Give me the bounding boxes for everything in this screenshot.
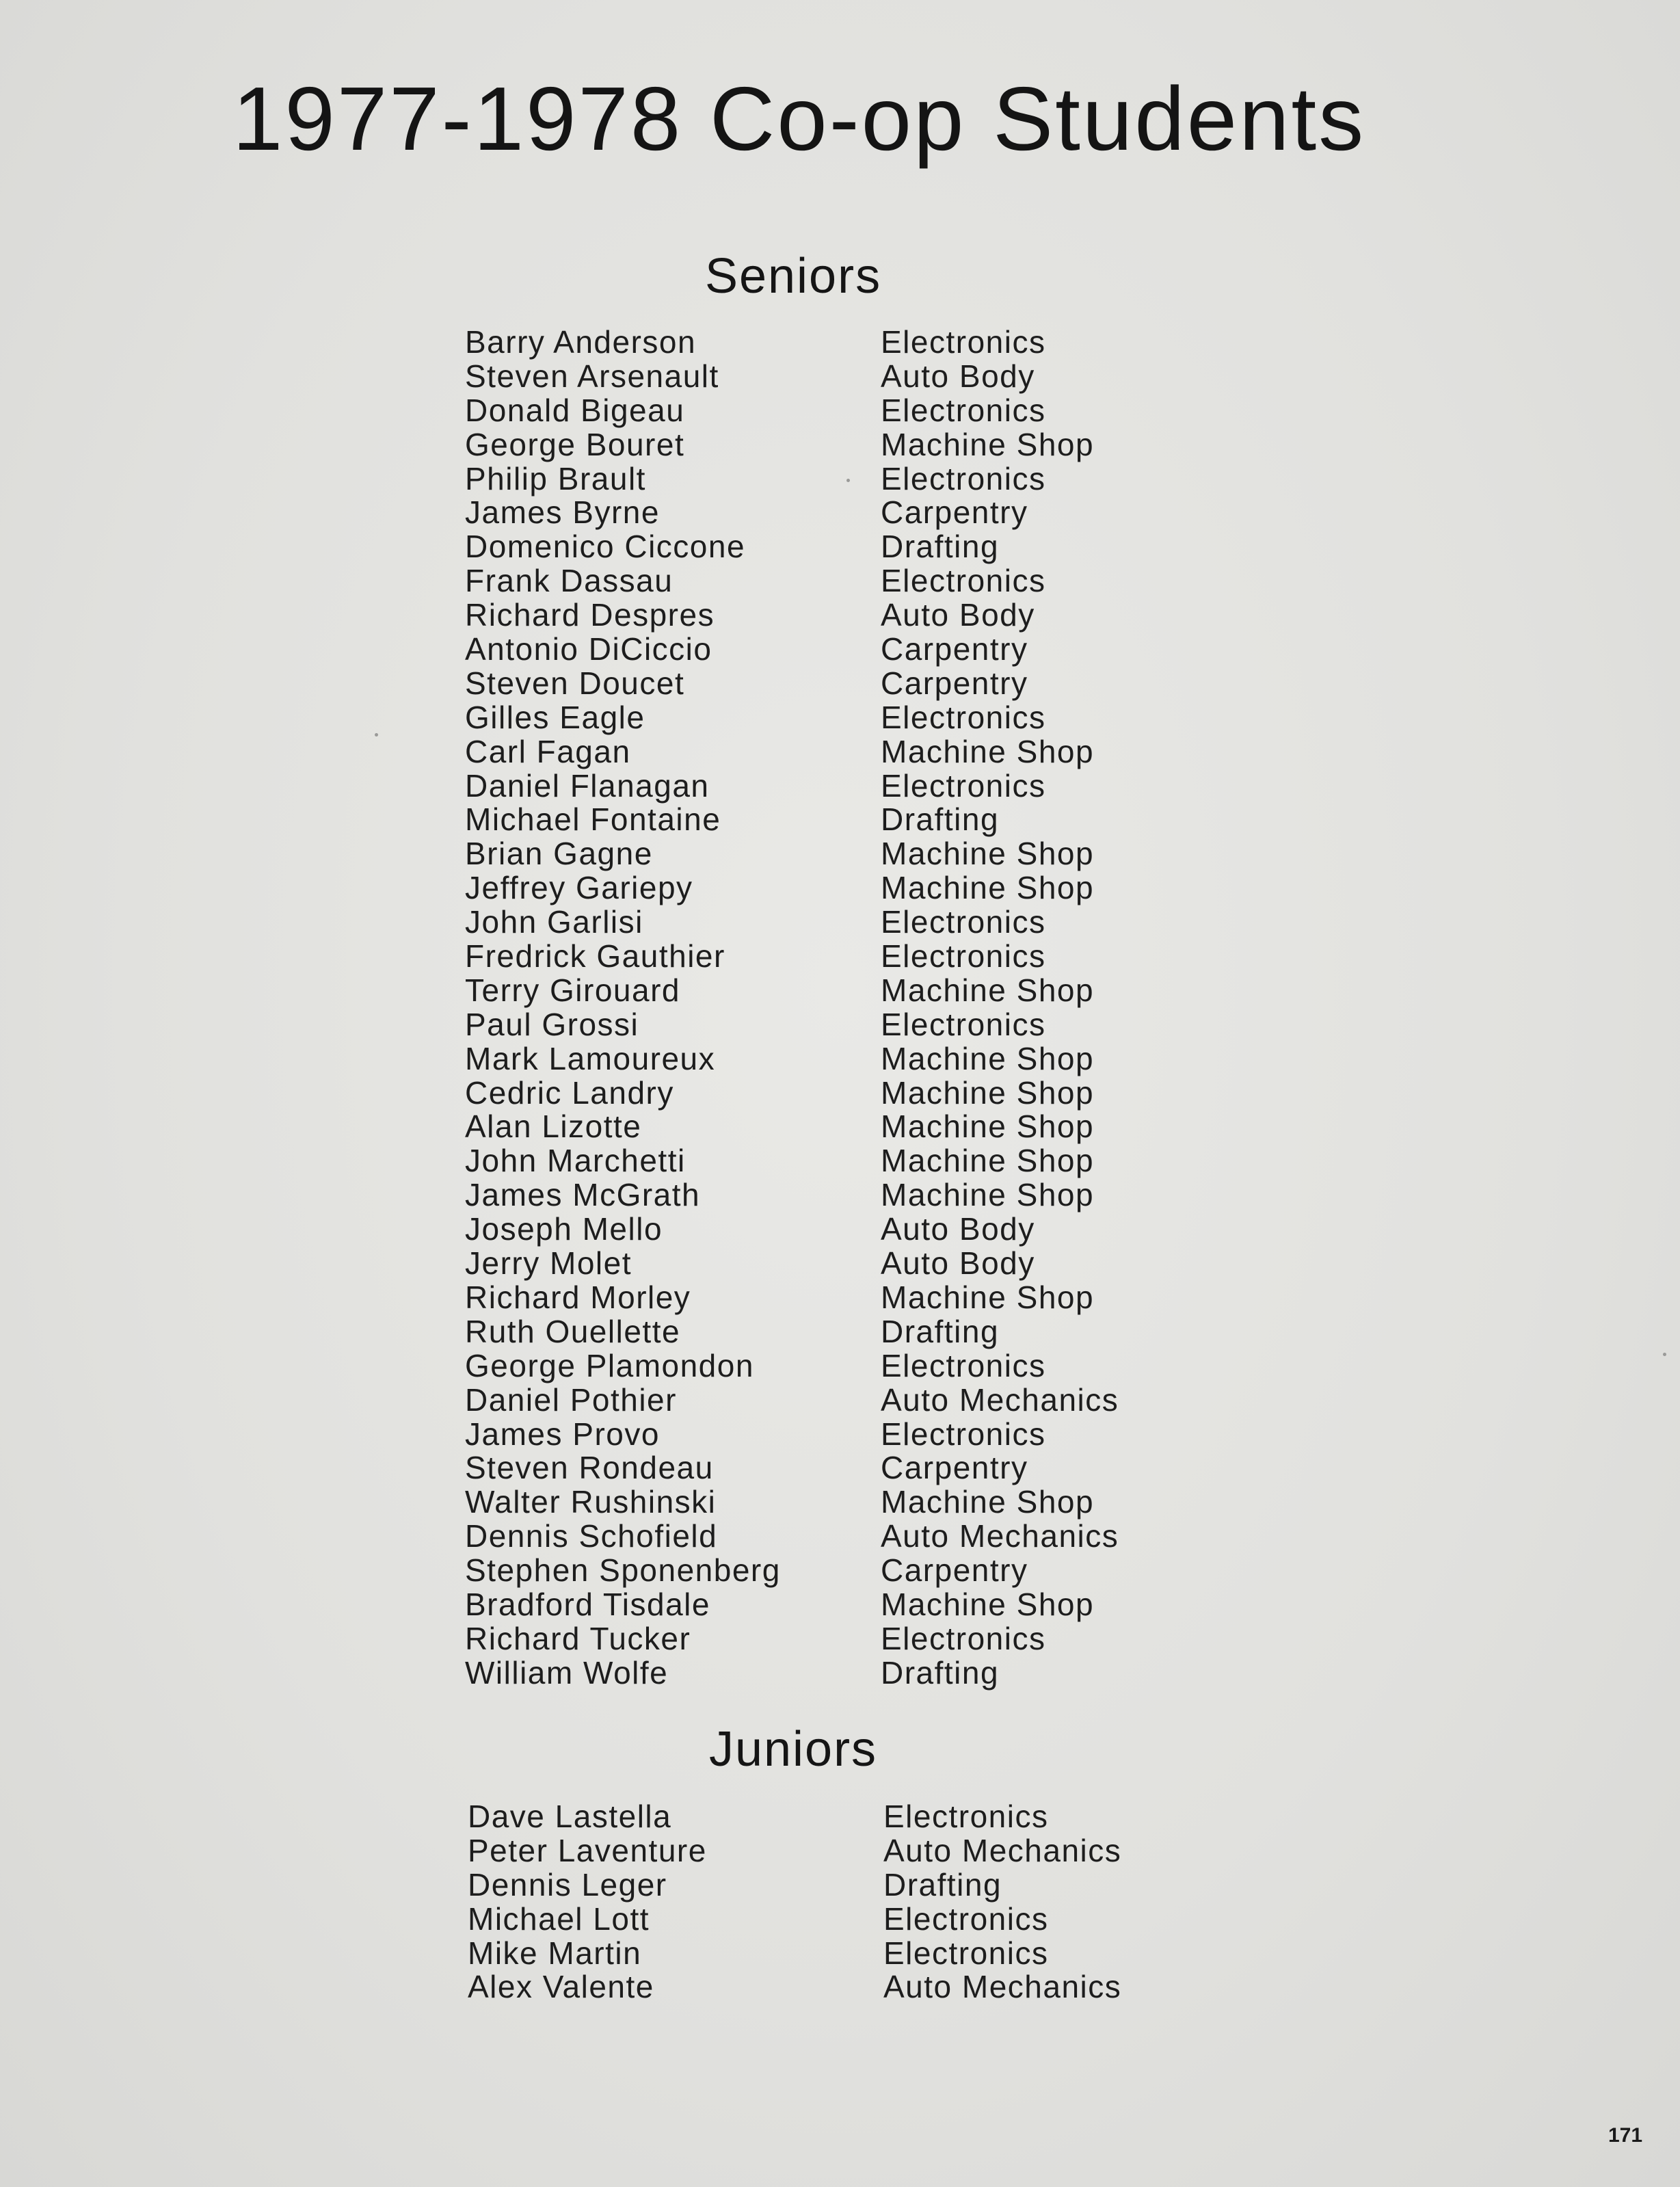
student-name: Daniel Flanagan bbox=[465, 767, 710, 804]
student-row bbox=[465, 1178, 1217, 1212]
student-row bbox=[465, 326, 1217, 360]
student-row bbox=[465, 1212, 1217, 1247]
student-shop: Electronics bbox=[881, 1347, 1046, 1383]
student-shop: Drafting bbox=[881, 801, 1000, 838]
student-row bbox=[465, 496, 1217, 530]
student-shop: Electronics bbox=[883, 1935, 1049, 1971]
student-row bbox=[465, 905, 1217, 940]
student-name: John Garlisi bbox=[465, 904, 643, 940]
student-name: Jeffrey Gariepy bbox=[465, 870, 693, 906]
student-name: Richard Despres bbox=[465, 597, 715, 633]
student-row bbox=[465, 462, 1217, 496]
student-row bbox=[465, 1315, 1217, 1349]
student-row bbox=[465, 1281, 1217, 1315]
student-row bbox=[465, 1076, 1217, 1111]
student-shop: Machine Shop bbox=[881, 1143, 1095, 1179]
student-name: Bradford Tisdale bbox=[465, 1586, 710, 1622]
student-row bbox=[465, 1656, 1217, 1691]
student-row bbox=[465, 1485, 1217, 1520]
student-row bbox=[465, 1554, 1217, 1588]
student-name: James Byrne bbox=[465, 494, 660, 531]
student-shop: Electronics bbox=[881, 392, 1046, 428]
student-name: Steven Doucet bbox=[465, 665, 685, 701]
student-row bbox=[465, 1349, 1217, 1383]
student-name: Domenico Ciccone bbox=[465, 529, 746, 565]
seniors-heading: Seniors bbox=[704, 249, 882, 304]
student-row bbox=[465, 701, 1217, 735]
student-shop: Carpentry bbox=[881, 631, 1028, 667]
student-row bbox=[465, 1588, 1217, 1622]
student-row bbox=[465, 769, 1217, 804]
student-row bbox=[465, 974, 1217, 1008]
student-shop: Machine Shop bbox=[881, 1484, 1095, 1520]
student-row bbox=[465, 598, 1217, 633]
student-shop: Auto Mechanics bbox=[883, 1832, 1122, 1868]
seniors-list bbox=[465, 326, 1217, 1691]
student-name: Daniel Pothier bbox=[465, 1381, 677, 1418]
student-shop: Electronics bbox=[883, 1900, 1049, 1937]
student-name: Ruth Ouellette bbox=[465, 1313, 681, 1349]
student-name: Brian Gagne bbox=[465, 836, 653, 872]
student-shop: Machine Shop bbox=[881, 426, 1095, 462]
student-name: Stephen Sponenberg bbox=[465, 1552, 781, 1589]
student-shop: Carpentry bbox=[881, 665, 1028, 701]
student-shop: Machine Shop bbox=[881, 1074, 1095, 1111]
student-shop: Machine Shop bbox=[881, 1586, 1095, 1622]
student-row bbox=[468, 1970, 1220, 2004]
page-title: 1977-1978 Co-op Students bbox=[232, 68, 1366, 169]
student-shop: Carpentry bbox=[881, 494, 1028, 531]
student-shop: Drafting bbox=[881, 529, 1000, 565]
student-name: Terry Girouard bbox=[465, 972, 680, 1008]
student-row bbox=[465, 837, 1217, 871]
student-name: Barry Anderson bbox=[465, 324, 697, 360]
student-shop: Machine Shop bbox=[881, 1040, 1095, 1076]
student-shop: Drafting bbox=[883, 1866, 1002, 1903]
juniors-list bbox=[468, 1800, 1220, 2004]
student-row bbox=[465, 428, 1217, 462]
student-row bbox=[465, 564, 1217, 598]
paper-speck bbox=[1663, 1353, 1666, 1356]
student-shop: Auto Body bbox=[881, 358, 1035, 394]
student-name: Dennis Schofield bbox=[465, 1518, 718, 1554]
student-shop: Auto Mechanics bbox=[881, 1518, 1119, 1554]
student-row bbox=[465, 803, 1217, 837]
student-name: Michael Lott bbox=[468, 1900, 650, 1937]
student-shop: Machine Shop bbox=[881, 870, 1095, 906]
student-name: Antonio DiCiccio bbox=[465, 631, 712, 667]
student-shop: Carpentry bbox=[881, 1450, 1028, 1486]
student-name: James McGrath bbox=[465, 1177, 701, 1213]
student-shop: Machine Shop bbox=[881, 972, 1095, 1008]
student-shop: Drafting bbox=[881, 1654, 1000, 1691]
student-name: George Plamondon bbox=[465, 1347, 754, 1383]
student-name: Philip Brault bbox=[465, 460, 646, 496]
student-row bbox=[465, 1008, 1217, 1042]
student-shop: Electronics bbox=[881, 767, 1046, 804]
student-row bbox=[468, 1900, 1220, 1937]
student-name: Peter Laventure bbox=[468, 1832, 707, 1868]
student-name: Dave Lastella bbox=[468, 1799, 672, 1834]
student-name: John Marchetti bbox=[465, 1143, 686, 1179]
student-row bbox=[468, 1937, 1220, 1971]
student-row bbox=[465, 1418, 1217, 1452]
student-name: Carl Fagan bbox=[465, 733, 631, 769]
student-row bbox=[468, 1834, 1220, 1868]
juniors-heading: Juniors bbox=[708, 1722, 878, 1777]
student-name: Paul Grossi bbox=[465, 1006, 639, 1042]
student-shop: Machine Shop bbox=[881, 733, 1095, 769]
student-shop: Electronics bbox=[881, 563, 1046, 599]
student-name: Alan Lizotte bbox=[465, 1109, 642, 1145]
student-name: James Provo bbox=[465, 1416, 660, 1452]
student-row bbox=[465, 735, 1217, 769]
student-name: William Wolfe bbox=[465, 1654, 669, 1691]
student-shop: Electronics bbox=[881, 460, 1046, 496]
student-name: Donald Bigeau bbox=[465, 392, 685, 428]
student-shop: Electronics bbox=[881, 324, 1046, 360]
student-name: Alex Valente bbox=[468, 1969, 654, 2005]
student-shop: Auto Body bbox=[881, 1245, 1035, 1282]
student-name: Cedric Landry bbox=[465, 1074, 674, 1111]
student-shop: Machine Shop bbox=[881, 1279, 1095, 1315]
student-shop: Machine Shop bbox=[881, 836, 1095, 872]
student-name: Dennis Leger bbox=[468, 1866, 667, 1903]
student-name: Walter Rushinski bbox=[465, 1484, 717, 1520]
paper-speck bbox=[375, 733, 378, 737]
student-shop: Electronics bbox=[881, 938, 1046, 975]
student-name: Joseph Mello bbox=[465, 1211, 663, 1247]
student-shop: Auto Body bbox=[881, 597, 1035, 633]
paper-speck bbox=[846, 479, 850, 482]
student-shop: Drafting bbox=[881, 1313, 1000, 1349]
student-name: Richard Morley bbox=[465, 1279, 691, 1315]
student-shop: Machine Shop bbox=[881, 1177, 1095, 1213]
student-row bbox=[465, 940, 1217, 974]
student-shop: Electronics bbox=[881, 1416, 1046, 1452]
student-name: George Bouret bbox=[465, 426, 685, 462]
student-row bbox=[465, 871, 1217, 905]
student-name: Gilles Eagle bbox=[465, 699, 645, 735]
student-row bbox=[465, 1383, 1217, 1418]
student-row bbox=[465, 1520, 1217, 1554]
student-name: Steven Arsenault bbox=[465, 358, 719, 394]
student-row bbox=[468, 1868, 1220, 1903]
student-row bbox=[465, 1247, 1217, 1281]
student-shop: Electronics bbox=[881, 1006, 1046, 1042]
student-name: Mike Martin bbox=[468, 1935, 642, 1971]
student-row bbox=[465, 667, 1217, 701]
student-shop: Electronics bbox=[883, 1799, 1049, 1834]
student-shop: Carpentry bbox=[881, 1552, 1028, 1589]
student-name: Jerry Molet bbox=[465, 1245, 632, 1282]
student-name: Steven Rondeau bbox=[465, 1450, 714, 1486]
student-name: Mark Lamoureux bbox=[465, 1040, 716, 1076]
student-row bbox=[465, 633, 1217, 667]
student-name: Richard Tucker bbox=[465, 1620, 691, 1656]
student-row bbox=[465, 1622, 1217, 1656]
student-shop: Electronics bbox=[881, 1620, 1046, 1656]
student-shop: Auto Body bbox=[881, 1211, 1035, 1247]
student-row bbox=[465, 1042, 1217, 1076]
student-shop: Auto Mechanics bbox=[883, 1969, 1122, 2005]
student-row bbox=[465, 360, 1217, 394]
student-row bbox=[465, 1144, 1217, 1178]
student-row bbox=[468, 1800, 1220, 1834]
student-shop: Machine Shop bbox=[881, 1109, 1095, 1145]
student-row bbox=[465, 1451, 1217, 1485]
student-row bbox=[465, 394, 1217, 428]
page-number: 171 bbox=[1608, 2124, 1643, 2147]
student-name: Michael Fontaine bbox=[465, 801, 721, 838]
student-row bbox=[465, 530, 1217, 564]
student-name: Fredrick Gauthier bbox=[465, 938, 725, 975]
student-name: Frank Dassau bbox=[465, 563, 674, 599]
student-shop: Electronics bbox=[881, 904, 1046, 940]
student-shop: Electronics bbox=[881, 699, 1046, 735]
student-row bbox=[465, 1110, 1217, 1144]
student-shop: Auto Mechanics bbox=[881, 1381, 1119, 1418]
